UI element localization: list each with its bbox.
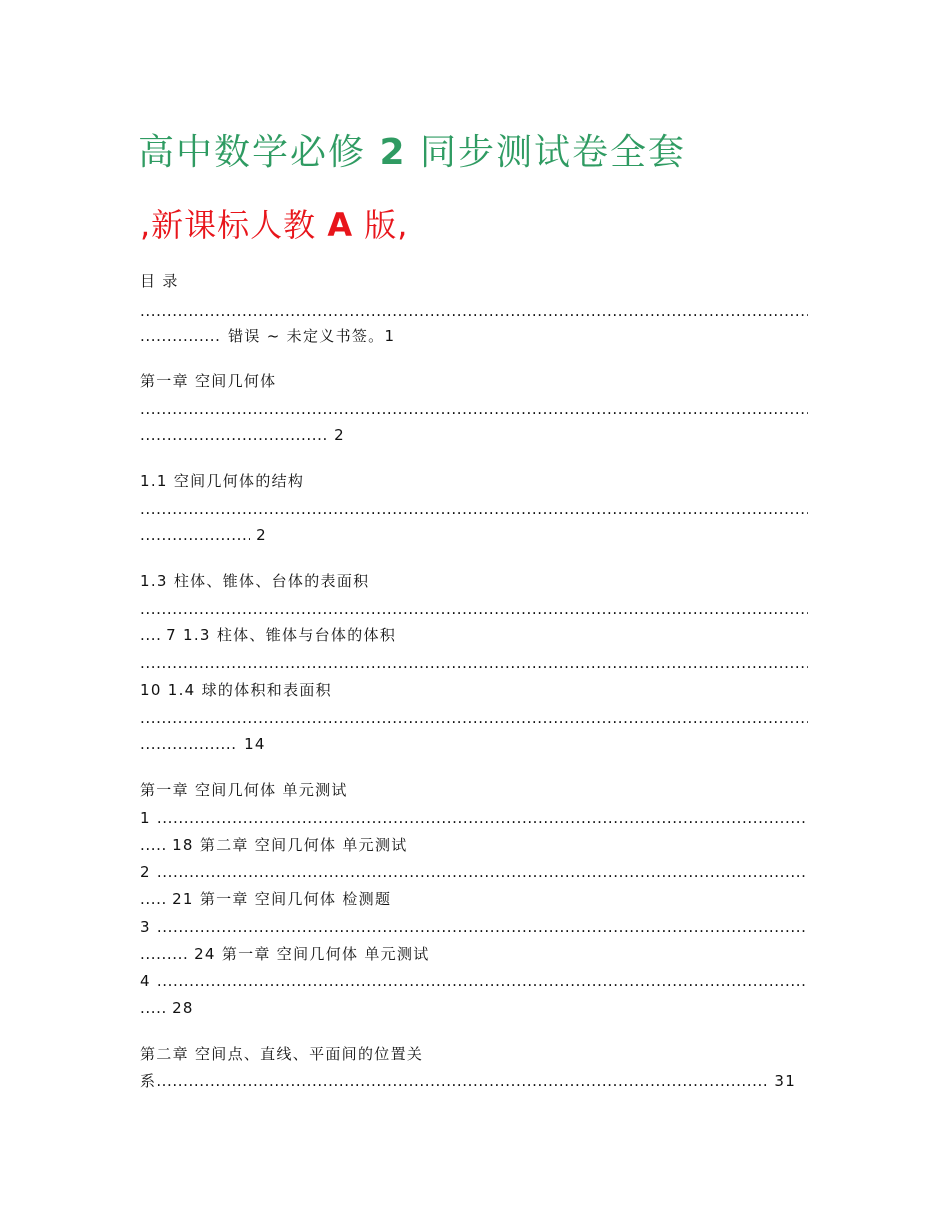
toc-entry[interactable] (140, 835, 408, 855)
toc-leader-dots (140, 998, 166, 1018)
toc-leader-dots (140, 499, 808, 519)
toc-entry-lead-line (140, 917, 807, 937)
toc-leader-dots (140, 653, 808, 673)
toc-lead-number: 1 (140, 809, 151, 827)
toc-entry-text: 7 1.3 柱体、锥体与台体的体积 (166, 626, 397, 644)
toc-entry[interactable]: 1.1 空间几何体的结构 (140, 472, 305, 490)
toc-leader-dots (140, 425, 328, 445)
toc-leader-dots (140, 301, 808, 321)
toc-leader-dots (140, 944, 188, 964)
toc-entry[interactable] (140, 944, 430, 964)
subtitle-text-b: 版, (364, 206, 409, 244)
toc-heading: 目 录 (140, 272, 179, 290)
toc-leader-dots (156, 1071, 768, 1091)
toc-entry-text: 21 第一章 空间几何体 检测题 (172, 890, 392, 908)
toc-entry[interactable]: 第二章 空间点、直线、平面间的位置关 (140, 1045, 424, 1063)
toc-entry[interactable] (140, 625, 396, 645)
toc-entry[interactable]: 第一章 空间几何体 单元测试 (140, 781, 348, 799)
toc-entry-lead-line (140, 971, 807, 991)
subtitle-letter: A (327, 206, 354, 244)
toc-lead-number: 4 (140, 972, 151, 990)
document-subtitle (140, 200, 408, 246)
toc-entry-text: 系 (140, 1072, 157, 1090)
toc-entry[interactable] (140, 889, 391, 909)
toc-page-number: 31 (774, 1072, 797, 1090)
toc-leader-dots (157, 862, 807, 882)
title-text-b: 同步测试卷全套 (419, 132, 686, 173)
toc-leader-dots (140, 525, 250, 545)
document-title (138, 124, 686, 175)
toc-page-number: 14 (244, 735, 266, 753)
toc-entry-page-line (140, 425, 345, 445)
toc-entry-lead-line (140, 862, 807, 882)
toc-page-number: 28 (172, 999, 194, 1017)
toc-lead-number: 2 (140, 863, 151, 881)
toc-page-number: 2 (256, 526, 267, 544)
toc-leader-dots (140, 326, 222, 346)
toc-entry[interactable]: 第一章 空间几何体 (140, 372, 277, 390)
toc-entry-lead-line (140, 808, 807, 828)
toc-entry[interactable] (140, 326, 395, 346)
title-number: 2 (379, 132, 407, 173)
toc-leader-dots (140, 625, 160, 645)
toc-entry-page-line (140, 525, 267, 545)
toc-leader-dots (140, 835, 166, 855)
toc-leader-dots (140, 889, 166, 909)
toc-entry-text: 24 第一章 空间几何体 单元测试 (194, 945, 430, 963)
toc-entry-page-line (140, 734, 266, 754)
subtitle-text-a: ,新课标人教 (140, 206, 317, 244)
toc-leader-dots (140, 399, 808, 419)
toc-entry[interactable]: 1.3 柱体、锥体、台体的表面积 (140, 572, 370, 590)
toc-entry[interactable]: 10 1.4 球的体积和表面积 (140, 681, 332, 699)
toc-leader-dots (140, 734, 238, 754)
toc-page-number: 2 (334, 426, 345, 444)
toc-entry-text: 错误 ~ 未定义书签。1 (228, 327, 396, 345)
toc-entry-page-line (140, 998, 194, 1018)
toc-leader-dots (140, 708, 808, 728)
title-text-a: 高中数学必修 (138, 132, 367, 173)
toc-leader-dots (157, 808, 807, 828)
toc-entry-text: 18 第二章 空间几何体 单元测试 (172, 836, 408, 854)
toc-leader-dots (157, 917, 807, 937)
toc-leader-dots (140, 599, 808, 619)
toc-entry-page-line (140, 1071, 796, 1091)
toc-leader-dots (157, 971, 807, 991)
toc-lead-number: 3 (140, 918, 151, 936)
